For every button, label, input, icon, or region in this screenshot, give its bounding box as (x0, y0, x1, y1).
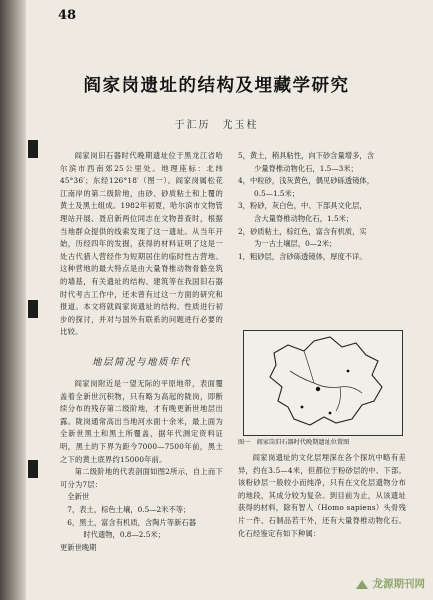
stratum-item: 7，表土，棕色土壤，0.5—2米不等； (67, 504, 191, 514)
river-line (304, 351, 314, 383)
edge-tab-mark (28, 140, 38, 158)
city-marker (329, 412, 332, 415)
section-heading: 地层简况与地质年代 (91, 357, 191, 368)
river-line (290, 371, 362, 393)
edge-tab-mark (28, 300, 38, 318)
river-line (336, 387, 341, 411)
intro-paragraph: 阎家岗旧石器时代晚期遗址位于黑龙江省哈尔滨市西南郊25公里处。地理座标：北纬45°36′；东经126°18′（图一）。阎家岗属松花江南岸的第二级阶地，由砂、砂质粘土和上覆的黄土及黑土组成。1982年初夏，哈尔滨市文物管理站开展、聂启新两位同志在文物普查时，根据当地群众提供的线索发现了这一遗址。从当年开始，历经四年的发掘，获得的材料证明了这是一处古代猎人营经作为短期居住的临时性古营地。这种营地的最大特点是由大量脊椎动物骨骼垒筑的墙基，有关遗址的结构、建筑等在我国旧石器时代考古工作中，还未曾有过这一方面的研究和报道。本文将就阎家岗遗址的结构、性质进行初步的探讨，并对与国外有联系的问题进行必要的比较。 (60, 151, 223, 337)
province-outline (270, 337, 382, 425)
site-marker (316, 387, 320, 391)
watermark-text: 龙源期刊网 (372, 578, 425, 590)
stratum-item-continued: 含大量脊椎动物化石，1.5米； (254, 213, 354, 223)
city-marker (301, 406, 304, 409)
city-marker (347, 370, 350, 373)
right-column-strata (238, 150, 406, 263)
stratum-item: 6，黑土，富含有机质，含陶片等新石器 (67, 517, 196, 527)
page-number: 48 (58, 8, 77, 23)
left-column-intro (60, 150, 223, 339)
location-map-figure (243, 330, 403, 436)
stratum-item-continued: 时代遗物，0.8—2.5米； (83, 530, 165, 540)
stratum-item-continued: 0.5—1.5米； (254, 188, 300, 198)
left-column-stratigraphy (60, 378, 223, 554)
watermark-logo-icon (355, 579, 369, 590)
strata-list-left (60, 491, 223, 554)
epoch-label: 全新世 (67, 492, 90, 502)
stratum-item-continued: 少量脊椎动物化石，1.5—3米； (254, 163, 358, 173)
body-paragraph: 第二级阶地的代表剖面如图2所示，自上而下可分为7层： (60, 467, 223, 489)
article-title: 阎家岗遗址的结构及埋藏学研究 (83, 76, 350, 96)
stratum-item: 1，粗砂层，含砂砾透镜体，厚度不详。 (238, 251, 367, 261)
stratum-item: 5，黄土，稍具粘性，向下砂含量增多，含 (238, 151, 374, 160)
location-map (244, 331, 402, 435)
right-column-closing (238, 452, 406, 540)
stratum-item-continued: 为一古土壤层，0—2米； (254, 239, 337, 249)
stratum-item: 3，粉砂，灰白色，中、下部具文化层， (238, 201, 367, 211)
body-paragraph: 阎家岗遗址的文化层埋深在各个探坑中略有差异，约在3.5—4米，但都位于粉砂层的中、下部。该粉砂层一般较小而纯净，只有在文化层遗物分布的地段，其成分较为复杂。到目前为止，从该遗址获得的材料，除有智人（Homo sapiens）头骨残片一件、石制品若干外，还有大量脊椎动物化石。化石经鉴定有如下种属： (238, 453, 406, 538)
body-paragraph: 阎家岗附近是一望无际的平原地带，表面覆盖着全新世沉积物，只有略为高起的陇岗，即断续分布的残存第二级阶地，才有晚更新世地层出露。陇岗通常高出当地河水面十余米，最上面为全新世黑土和黑土所覆盖，据年代测定资料证明，黑土的下界为距今7000—7500年前，黑土之下的黄土底界约15000年前。 (60, 379, 223, 464)
stratum-item: 4，中粒砂，浅灰黄色，偶见砂砾透镜体， (238, 176, 374, 186)
watermark (355, 576, 425, 591)
article-authors: 于汇历 尤玉柱 (174, 120, 259, 131)
strata-list-right (238, 150, 406, 263)
stratum-item: 2，砂质粘土，棕红色，富含有机质，实 (238, 226, 367, 236)
figure-caption: 图一 阎家岗旧石器时代晚期遗址位置图 (238, 439, 350, 446)
edge-tab-mark (28, 460, 38, 478)
epoch-label: 更新世晚期 (60, 542, 97, 552)
